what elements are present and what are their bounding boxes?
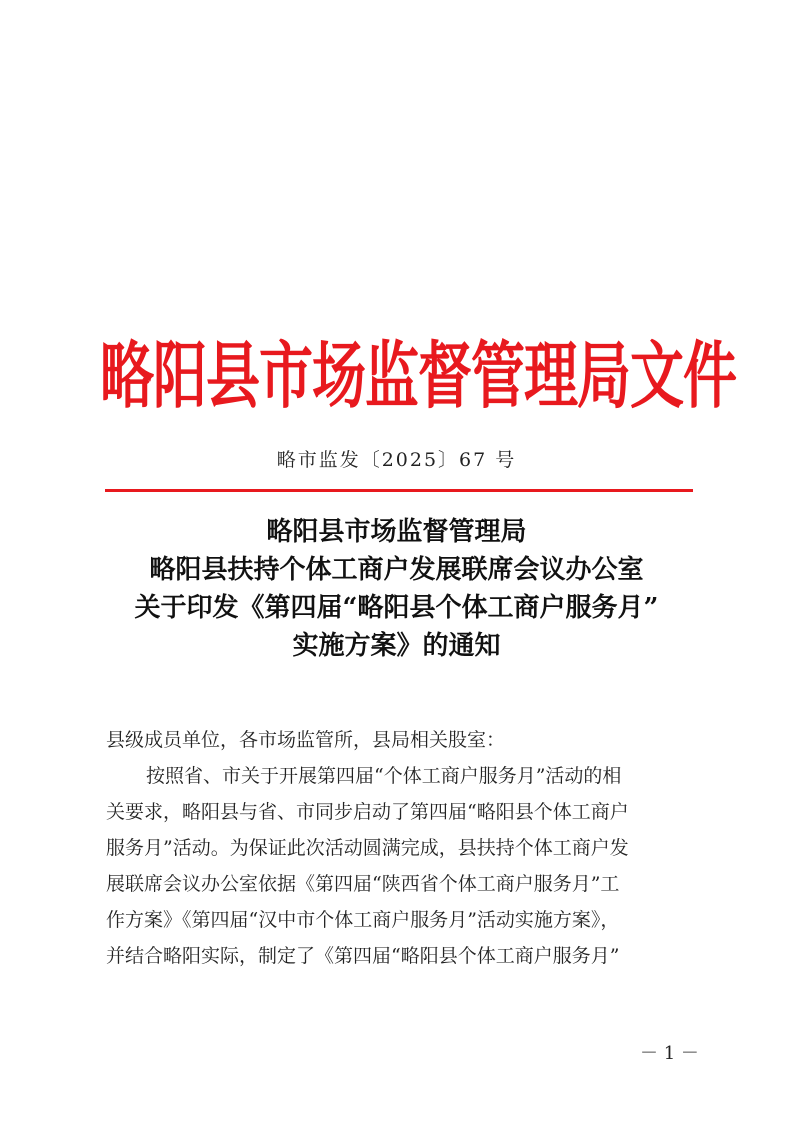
notice-title [100,513,693,665]
title-line-subject-2: 实施方案》的通知 [292,631,501,661]
title-line-subject-1: 关于印发《第四届“略阳县个体工商户服务月” [134,593,659,623]
title-line-issuer-1: 略阳县市场监督管理局 [266,517,527,547]
paragraph-line: 展联席会议办公室依据《第四届“陕西省个体工商户服务月”工 [106,873,620,895]
document-number: 略市监发〔2025〕67 号 [276,449,517,471]
paragraph-line: 服务月”活动。为保证此次活动圆满完成，县扶持个体工商户发 [106,837,629,859]
masthead-title: 略阳县市场监督管理局文件 [100,332,736,419]
notice-body [106,722,696,974]
paragraph-line: 关要求，略阳县与省、市同步启动了第四届“略阳县个体工商户 [106,801,629,823]
paragraph-line: 作方案》《第四届“汉中市个体工商户服务月”活动实施方案》， [106,909,620,931]
paragraph-line: 按照省、市关于开展第四届“个体工商户服务月”活动的相 [146,765,622,787]
page-number: － 1 － [640,1043,699,1064]
red-separator-rule [105,489,693,492]
title-line-issuer-2: 略阳县扶持个体工商户发展联席会议办公室 [149,555,644,585]
paragraph-line: 并结合略阳实际，制定了《第四届“略阳县个体工商户服务月” [106,945,620,967]
salutation: 县级成员单位，各市场监管所，县局相关股室： [106,729,506,751]
